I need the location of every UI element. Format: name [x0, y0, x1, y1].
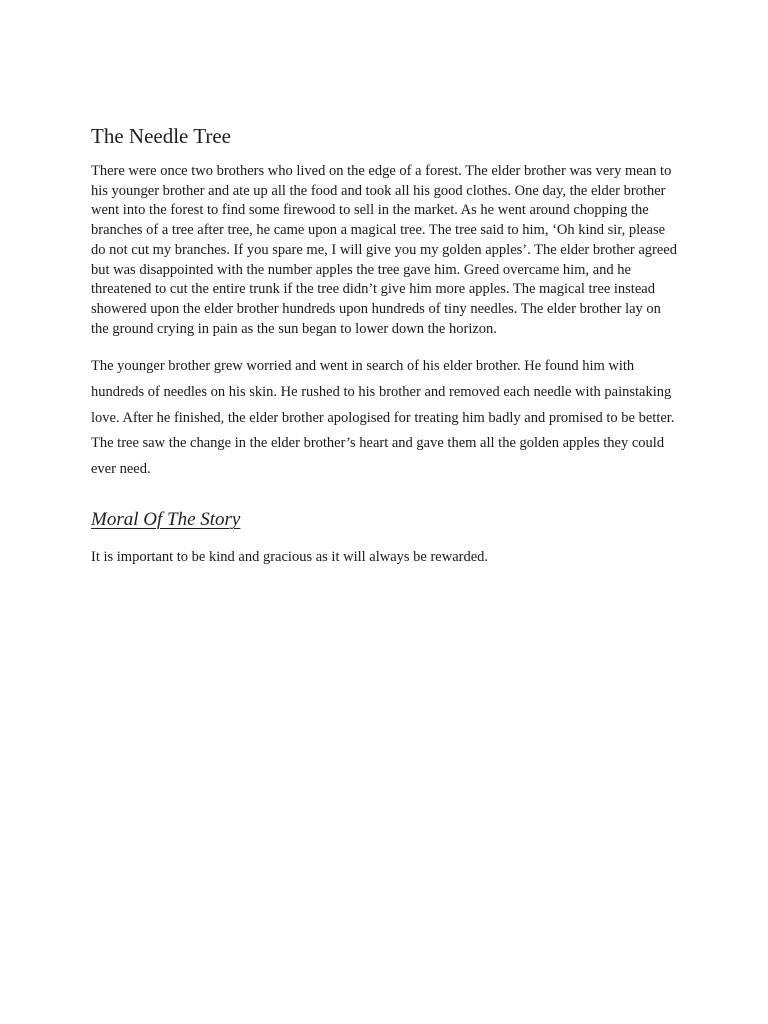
document-page [91, 122, 681, 567]
story-paragraph-1: There were once two brothers who lived on the edge of a forest. The elder brother was very mean to his younger brother and ate up all the food and took all his good clothes. One day, the elder brother went into the forest to find some firewood to sell in the market. As he went around chopping the branches of a tree after tree, he came upon a magical tree. The tree said to him, ‘Oh kind sir, please do not cut my branches. If you spare me, I will give you my golden apples’. The elder brother agreed but was disappointed with the number apples the tree gave him. Greed overcame him, and he threatened to cut the entire trunk if the tree didn’t give him more apples. The magical tree instead showered upon the elder brother hundreds upon hundreds of tiny needles. The elder brother lay on the ground crying in pain as the sun began to lower down the horizon. [91, 163, 677, 337]
story-title: The Needle Tree [91, 124, 231, 148]
moral-heading: Moral Of The Story [91, 509, 241, 531]
story-paragraph-2: The younger brother grew worried and went in search of his elder brother. He found him with hundreds of needles on his skin. He rushed to his brother and removed each needle with painstaking love. After he finished, the elder brother apologised for treating him badly and promised to be better. The tree saw the change in the elder brother’s heart and gave them all the golden apples they could ever need. [91, 358, 675, 477]
moral-text: It is important to be kind and gracious as it will always be rewarded. [91, 549, 489, 566]
